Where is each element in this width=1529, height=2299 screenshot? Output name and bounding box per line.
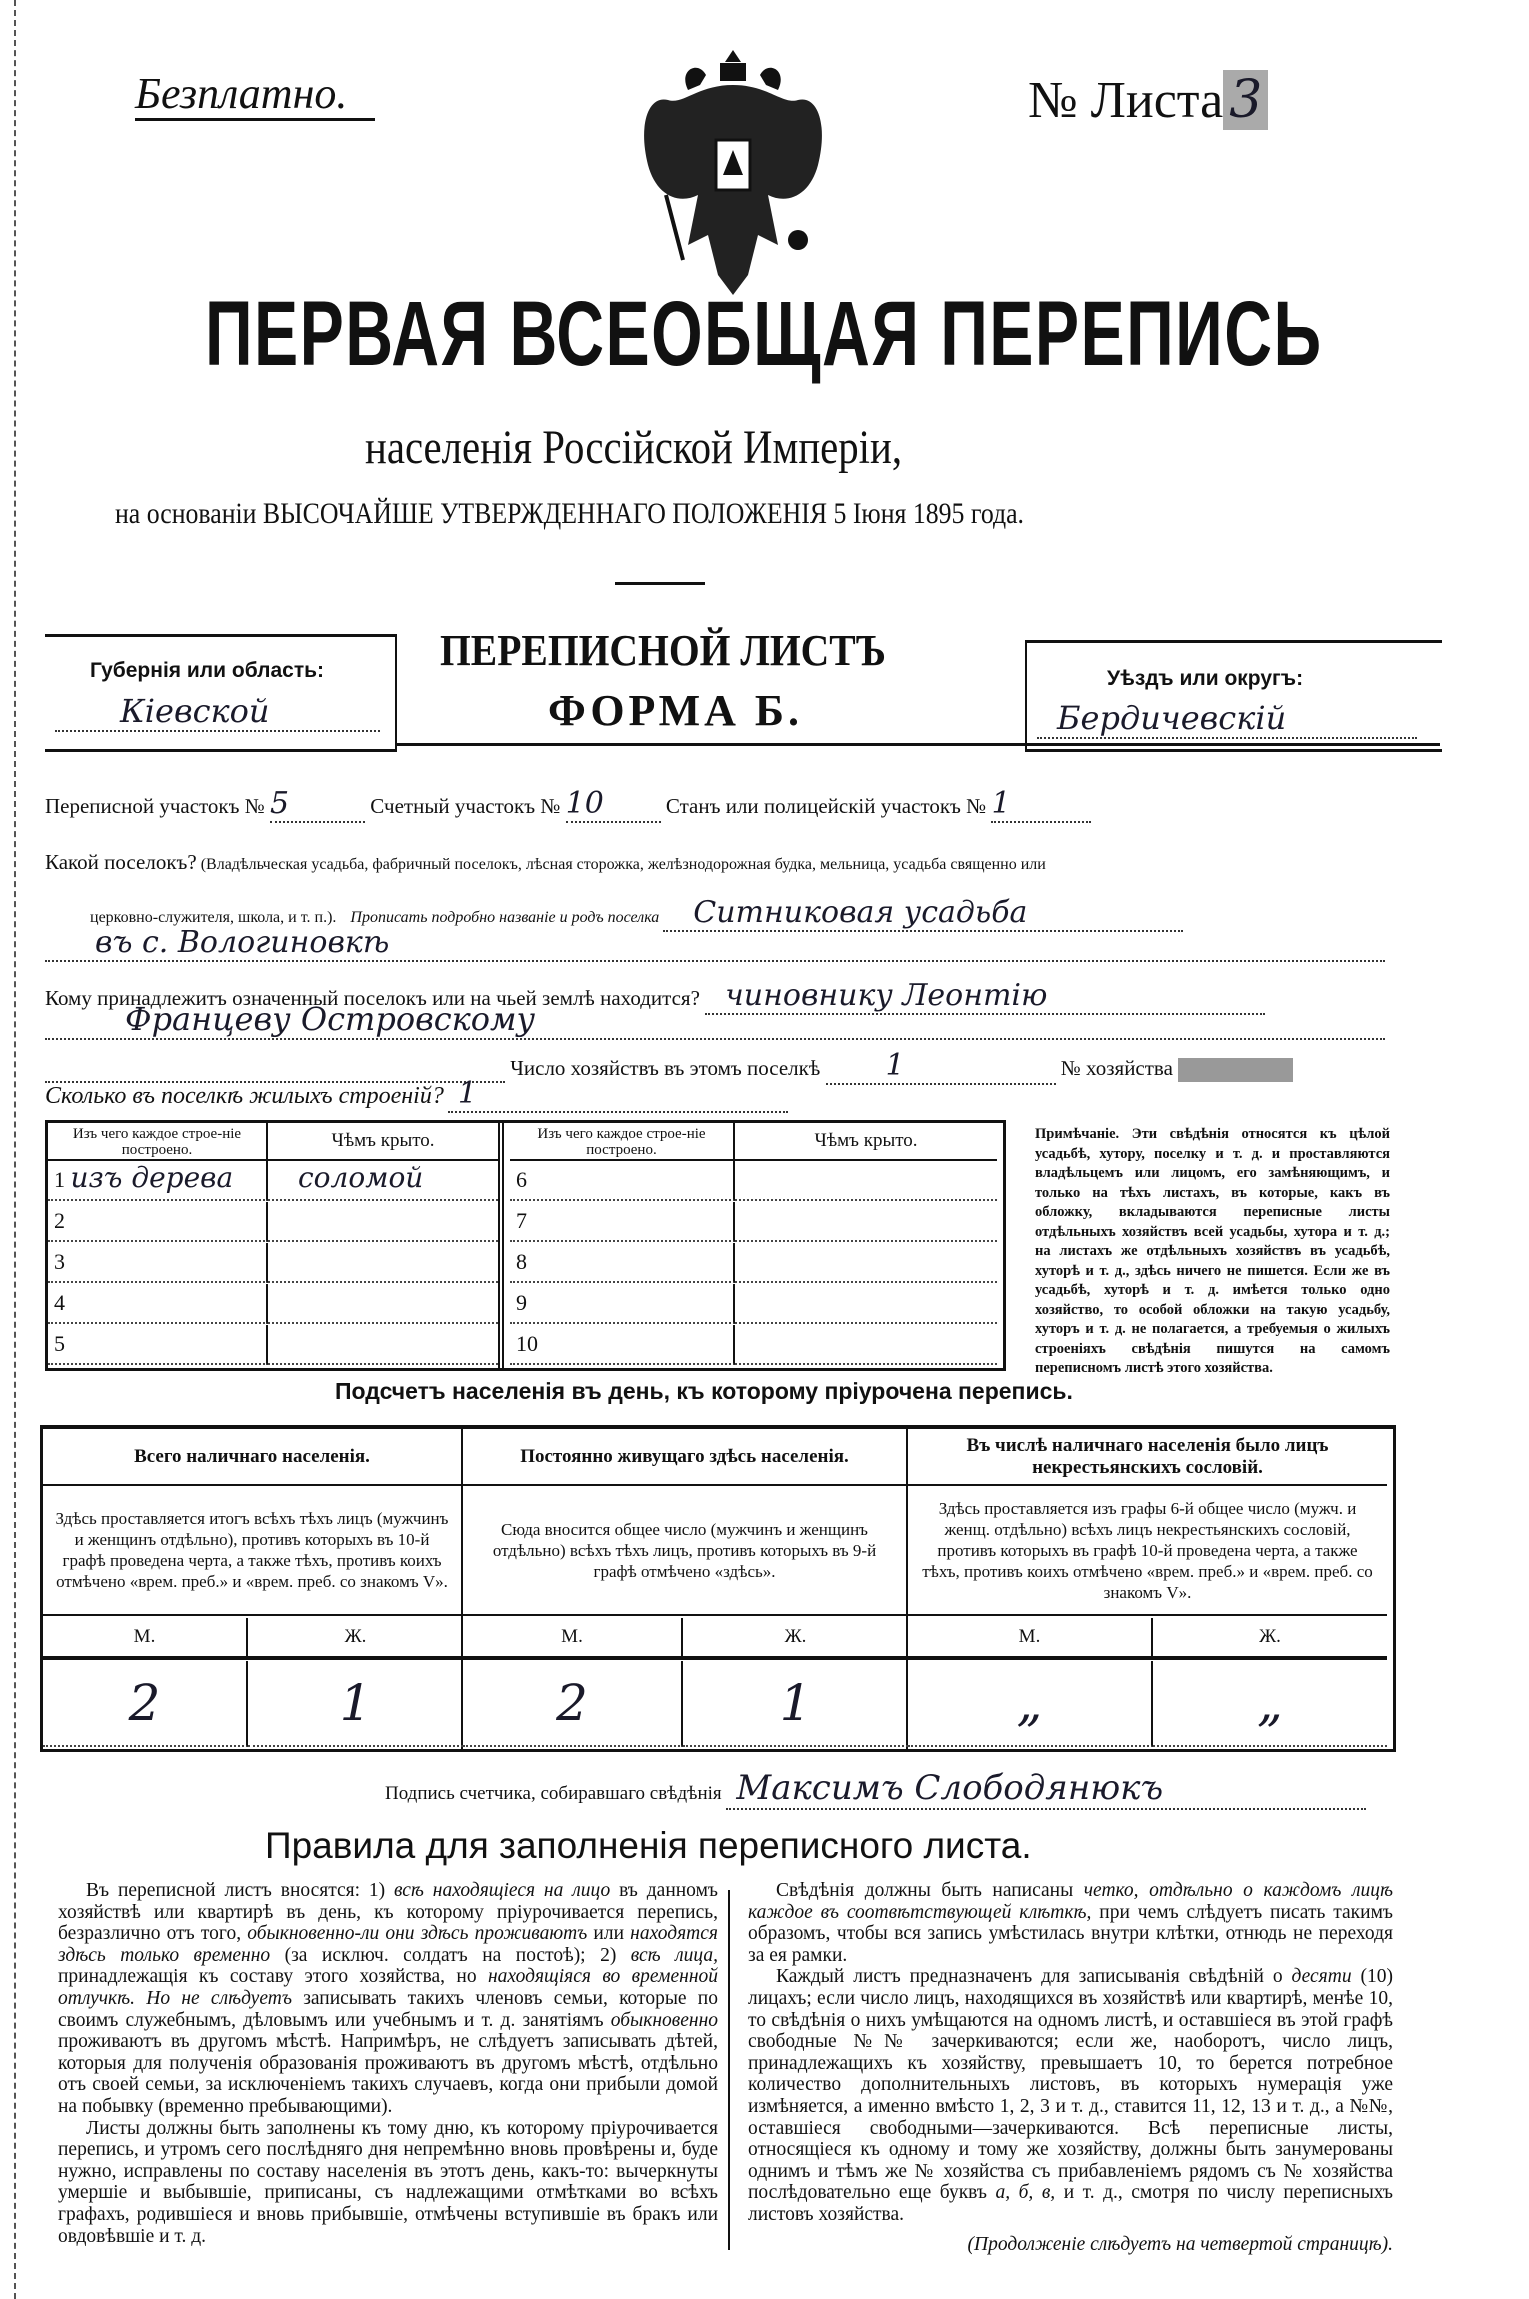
group-title: Въ числѣ наличнаго населенія было лицъ некрестьянскихъ сословій.	[908, 1429, 1387, 1486]
rules-right-p1	[748, 1880, 1393, 1966]
row-number: 10	[516, 1331, 538, 1356]
building-row-material	[48, 1325, 268, 1365]
col-material-header: Изъ чего каждое строе-ніе построено.	[510, 1123, 735, 1161]
basis-line: на основаніи ВЫСОЧАЙШЕ УТВЕРЖДЕННАГО ПОЛОЖЕНІЯ 5 Іюня 1895 года.	[115, 497, 1025, 530]
population-heading: Подсчетъ населенія въ день, къ которому пріурочена перепись.	[335, 1378, 1073, 1404]
female-header: Ж.	[683, 1618, 908, 1660]
female-header: Ж.	[1153, 1618, 1387, 1660]
paragraph-segment: десяти	[1291, 1966, 1352, 1988]
paragraph-segment: проживаютъ въ другомъ мѣстѣ. Напримѣръ, не слѣдуетъ записывать дѣтей, которыя для полученія образованія проживаютъ въ другомъ мѣстѣ, отдѣльно отъ своей семьи, за исключеніемъ такихъ случаевъ, когда они прибыли домой на побывку (временно пребывающими).	[58, 2031, 718, 2117]
column-divider	[728, 1890, 730, 2250]
households-value: 1	[826, 1048, 1056, 1085]
settlement-line-1	[45, 850, 1046, 875]
divider	[615, 582, 705, 585]
rules-right-column	[748, 1880, 1393, 2255]
district-box	[1025, 640, 1442, 752]
building-row-roof	[735, 1161, 997, 1201]
paragraph-segment: или	[587, 1923, 631, 1945]
building-row-material	[510, 1284, 735, 1324]
owner-label: Кому принадлежитъ означенный поселокъ или на чьей землѣ находится?	[45, 986, 700, 1010]
signature-label: Подпись счетчика, собиравшаго свѣдѣнія	[385, 1783, 722, 1804]
rules-left-p2: Листы должны быть заполнены къ тому дню, къ которому пріурочивается перепись, и утромъ сего послѣдняго дня непремѣнно вновь провѣрены и, буде нужно, исправлены по составу населенія въ этотъ день, какъ-то: вычеркнуты умершіе и выбывшіе, приписаны, съ надлежащими отмѣтками во всѣхъ графахъ, родившіеся и вновь прибывшіе, отмѣчены вступившіе въ бракъ или овдовѣвшіе и т. д.	[58, 2117, 718, 2247]
buildings-line	[45, 1076, 788, 1113]
count-area-label: Счетный участокъ №	[370, 794, 561, 818]
female-count: „	[1153, 1661, 1387, 1747]
building-row-roof	[268, 1325, 498, 1365]
paragraph-segment: всѣ находящіеся на лицо	[394, 1880, 611, 1901]
building-row-roof	[268, 1202, 498, 1242]
row-number: 7	[516, 1208, 527, 1233]
paragraph-segment: обыкновенно-ли они здѣсь проживаютъ	[247, 1923, 588, 1945]
buildings-value: 1	[448, 1076, 788, 1113]
sheet-title: ПЕРЕПИСНОЙ ЛИСТЪ	[440, 626, 886, 675]
buildings-label: Сколько въ поселкѣ жилыхъ строеній?	[45, 1083, 444, 1109]
province-value: Кіевской	[55, 692, 380, 732]
household-no-label: № хозяйства	[1060, 1056, 1173, 1080]
male-header: М.	[463, 1618, 683, 1660]
population-group	[43, 1429, 463, 1749]
paragraph-segment: въ данномъ хозяйствѣ или квартирѣ въ день, къ которому пріурочивается перепись, безразлично отъ того,	[58, 1880, 718, 1945]
building-row-material	[48, 1243, 268, 1283]
building-row-roof	[735, 1243, 997, 1283]
free-underline	[135, 118, 375, 121]
population-table	[40, 1425, 1396, 1752]
census-area-value: 5	[270, 786, 365, 823]
district-value: Бердичевскій	[1037, 699, 1417, 739]
row-number: 8	[516, 1249, 527, 1274]
rules-heading: Правила для заполненія переписного листа.	[265, 1825, 1032, 1866]
col-roof-header: Чѣмъ крыто.	[268, 1123, 498, 1161]
police-area-label: Станъ или полицейскій участокъ №	[665, 794, 987, 818]
group-description: Здѣсь проставляется изъ графы 6-й общее число (мужч. и женщ. отдѣльно) всѣхъ лицъ некрестьянскихъ сословій, противъ которыхъ въ графѣ 10-й проведена черта, а также тѣхъ, противъ коихъ отмѣчено «врем. преб.» и «врем. преб. со знакомъ V».	[908, 1486, 1387, 1616]
population-group	[908, 1429, 1387, 1749]
male-header: М.	[43, 1618, 248, 1660]
paragraph-segment: (10) лицахъ; если число лицъ, находящихся въ хозяйствѣ или квартирѣ, менѣе 10, то свѣдѣнія о нихъ умѣщаются на одномъ листѣ, и оставшіеся въ этой графѣ свободные №№ зачеркиваются; если же, наоборотъ, число лицъ, принадлежащихъ къ хозяйству, превышаетъ 10, то берется потребное количество дополнительныхъ листовъ, въ которыхъ нумерація уже измѣняется, а именно вмѣсто 1, 2, 3 и т. д., ставится 11, 12, 13 и т. д., а №№, оставшіеся свободными—зачеркиваются. Всѣ переписные листы, относящіеся къ одному и тому же хозяйству, должны быть занумерованы однимъ и тѣмъ же № хозяйства съ прибавленіемъ рядомъ съ № хозяйства послѣдовательно еще буквъ	[748, 1966, 1393, 2204]
household-no-redacted	[1178, 1058, 1293, 1082]
page-title: ПЕРВАЯ ВСЕОБЩАЯ ПЕРЕПИСЬ	[205, 283, 1323, 385]
group-description: Здѣсь проставляется итогъ всѣхъ тѣхъ лицъ (мужчинъ и женщинъ отдѣльно), противъ которыхъ въ 10-й графѣ проведена черта, а также тѣхъ, противъ коихъ отмѣчено «врем. преб.» и «врем. преб. со знакомъ V».	[43, 1486, 461, 1616]
subtitle: населенія Россійской Имперіи,	[365, 421, 903, 474]
row-number: 6	[516, 1167, 527, 1192]
form-name: ФОРМА Б.	[548, 686, 803, 735]
rules-right-p2	[748, 1966, 1393, 2225]
sheet-no-label: № Листа	[1028, 72, 1224, 129]
signature-line	[385, 1768, 1366, 1810]
building-row-roof	[268, 1284, 498, 1324]
col-material-header: Изъ чего каждое строе-ніе построено.	[48, 1123, 268, 1161]
note-text: Примѣчаніе. Эти свѣдѣнія относятся къ цѣлой усадьбѣ, хутору, поселку и т. д. и проставляются владѣльцемъ или лицомъ, его замѣняющимъ, и только на тѣхъ листахъ, въ которые, какъ въ обложку, вкладываются переписные листы отдѣльныхъ хозяйствъ всей усадьбы, хутора и т. д.; на листахъ же отдѣльныхъ хозяйствъ въ усадьбѣ, хуторѣ и т. д., здѣсь ничего не пишется. Если же въ усадьбѣ, хуторѣ и т. д. имѣется только одно хозяйство, то особой обложки на такую усадьбу, хуторъ и т. д. не полагается, а требуемыя о жилыхъ строеніяхъ свѣдѣнія пишутся на самомъ переписномъ листѣ этого хозяйства.	[1035, 1126, 1390, 1376]
male-header: М.	[908, 1618, 1153, 1660]
households-label: Число хозяйствъ въ этомъ поселкѣ	[510, 1056, 821, 1080]
row-number: 5	[54, 1331, 65, 1356]
rules-left-column	[58, 1880, 718, 2247]
male-count: 2	[463, 1661, 683, 1747]
continuation-note: (Продолженіе слѣдуетъ на четвертой страницѣ).	[967, 2233, 1393, 2255]
paragraph-segment: и т. д., смотря по числу переписныхъ листовъ хозяйства.	[748, 2182, 1393, 2225]
paragraph-segment: Свѣдѣнія должны быть написаны	[776, 1880, 1084, 1901]
settlement-value-1: Ситниковая усадьба	[663, 895, 1183, 932]
signature-value: Максимъ Слободянюкъ	[726, 1768, 1366, 1810]
paragraph-segment: Въ переписной листъ вносятся: 1)	[86, 1880, 395, 1901]
building-row-material	[510, 1202, 735, 1242]
buildings-table-left	[48, 1123, 504, 1368]
imperial-eagle-emblem	[628, 45, 838, 305]
building-row-roof	[268, 1243, 498, 1283]
building-row-roof	[735, 1202, 997, 1242]
police-area-value: 1	[991, 786, 1091, 823]
row-number: 4	[54, 1290, 65, 1315]
building-row-material	[510, 1325, 735, 1365]
building-row-material	[48, 1284, 268, 1324]
paragraph-segment: Каждый листъ предназначенъ для записыванія свѣдѣній о	[776, 1966, 1292, 1988]
sheet-number	[1028, 70, 1268, 130]
building-row-roof	[735, 1284, 997, 1324]
settlement-hint-2: церковно-служителя, школа, и т. п.).	[90, 909, 337, 926]
material-value: изъ дерева	[70, 1161, 234, 1194]
paragraph-segment: всѣ лица,	[630, 1944, 718, 1966]
paragraph-segment: (за исключ. солдатъ на постоѣ); 2)	[270, 1944, 631, 1966]
paragraph-segment: а, б, в,	[995, 2182, 1056, 2204]
group-description: Сюда вносится общее число (мужчинъ и женщинъ отдѣльно) всѣхъ тѣхъ лицъ, противъ которыхъ въ 9-й графѣ отмѣчено «здѣсь».	[463, 1486, 906, 1616]
building-row-roof: соломой	[268, 1161, 498, 1201]
building-row-roof	[735, 1325, 997, 1365]
group-title: Всего наличнаго населенія.	[43, 1429, 461, 1486]
building-row-material	[48, 1161, 268, 1201]
binding-margin	[0, 0, 16, 2299]
sheet-no-value: 3	[1223, 70, 1268, 130]
settlement-value-2: въ с. Вологиновкѣ	[45, 925, 1385, 962]
paragraph-segment: принадлежащія къ составу этого хозяйства, но	[58, 1966, 488, 1988]
paragraph-segment: находящіяся во временной отлучкѣ. Но не слѣдуетъ	[58, 1966, 718, 2009]
building-row-material	[48, 1202, 268, 1242]
paragraph-segment: при чемъ слѣдуетъ писать такимъ образомъ, чтобы вся запись умѣстилась внутри клѣтки, отнюдь не переходя за ея рамки.	[748, 1901, 1393, 1966]
census-area-label: Переписной участокъ №	[45, 794, 265, 818]
province-box	[45, 634, 397, 752]
row-number: 2	[54, 1208, 65, 1233]
population-group	[463, 1429, 908, 1749]
settlement-hint-1: (Владѣльческая усадьба, фабричный поселокъ, лѣсная сторожка, желѣзнодорожная будка, мельница, усадьба священно или	[200, 856, 1046, 873]
row-number: 9	[516, 1290, 527, 1315]
female-count: 1	[683, 1661, 908, 1747]
female-header: Ж.	[248, 1618, 463, 1660]
row-number: 1	[54, 1167, 65, 1192]
paragraph-segment: записывать такихъ членовъ семьи, которые по своимъ служебнымъ, дѣловымъ или учебнымъ и т. д. занятіямъ	[58, 1987, 718, 2031]
province-label: Губернія или область:	[90, 659, 325, 682]
buildings-table	[45, 1120, 1006, 1371]
owner-value-2: Францеву Островскому	[45, 1000, 1385, 1040]
building-row-material	[510, 1161, 735, 1201]
free-label: Безплатно.	[135, 69, 348, 118]
rules-left-p1	[58, 1880, 718, 2118]
building-row-material	[510, 1243, 735, 1283]
col-roof-header: Чѣмъ крыто.	[735, 1123, 997, 1161]
area-line	[45, 786, 1091, 823]
owner-value-1: чиновнику Леонтію	[705, 978, 1265, 1015]
paragraph-segment: находятся здѣсь только временно	[58, 1923, 718, 1966]
female-count: 1	[248, 1661, 463, 1747]
district-label: Уѣздъ или округъ:	[1107, 667, 1304, 690]
count-area-value: 10	[566, 786, 661, 823]
paragraph-segment: четко, отдѣльно о каждомъ лицѣ каждое въ соотвѣтствующей клѣткѣ,	[748, 1880, 1393, 1923]
settlement-label: Какой поселокъ?	[45, 850, 197, 874]
male-count: „	[908, 1661, 1153, 1747]
buildings-table-right	[510, 1123, 997, 1368]
paragraph-segment: обыкновенно	[610, 2009, 718, 2031]
male-count: 2	[43, 1661, 248, 1747]
row-number: 3	[54, 1249, 65, 1274]
group-title: Постоянно живущаго здѣсь населенія.	[463, 1429, 906, 1486]
settlement-instruction: Прописать подробно названіе и родъ поселка	[350, 909, 660, 926]
